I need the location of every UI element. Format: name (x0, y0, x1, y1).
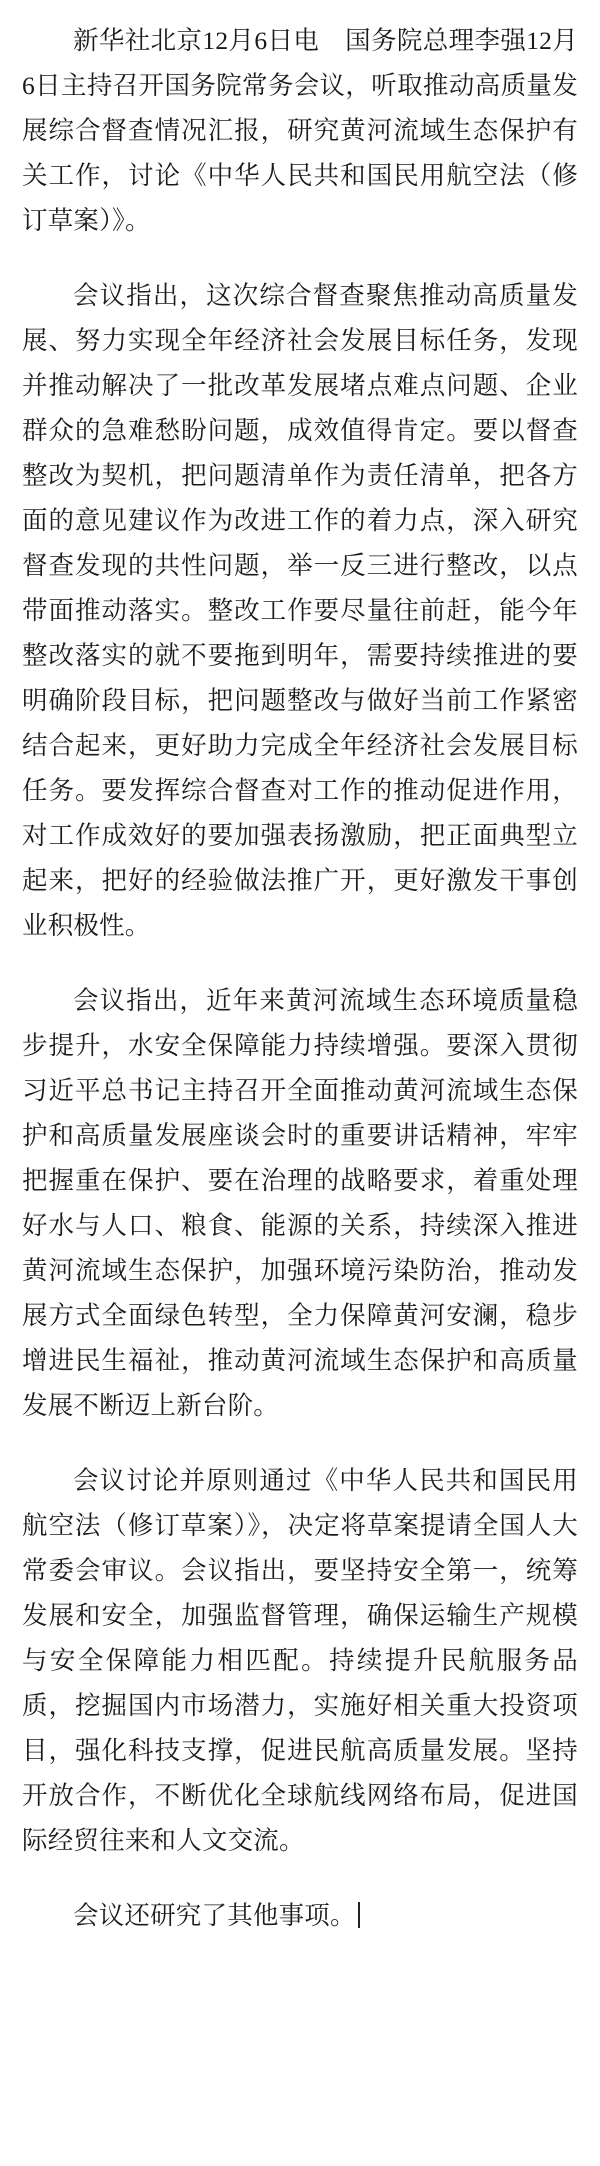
paragraph-4: 会议讨论并原则通过《中华人民共和国民用航空法（修订草案）》，决定将草案提请全国人大常委会审议。会议指出，要坚持安全第一，统筹发展和安全，加强监督管理，确保运输生产规模与安全保障能力相匹配。持续提升民航服务品质，挖掘国内市场潜力，实施好相关重大投资项目，强化科技支撑，促进民航高质量发展。坚持开放合作，不断优化全球航线网络布局，促进国际经贸往来和人文交流。 (22, 1466, 578, 1855)
text-cursor (358, 1902, 360, 1928)
paragraph-5-text: 会议还研究了其他事项。 (73, 1901, 356, 1930)
paragraph-5 (22, 1893, 578, 1938)
paragraph-1: 新华社北京12月6日电 国务院总理李强12月6日主持召开国务院常务会议，听取推动高质量发展综合督查情况汇报，研究黄河流域生态保护有关工作，讨论《中华人民共和国民用航空法（修订草案）》。 (22, 26, 578, 235)
paragraph-2: 会议指出，这次综合督查聚焦推动高质量发展、努力实现全年经济社会发展目标任务，发现并推动解决了一批改革发展堵点难点问题、企业群众的急难愁盼问题，成效值得肯定。要以督查整改为契机，把问题清单作为责任清单，把各方面的意见建议作为改进工作的着力点，深入研究督查发现的共性问题，举一反三进行整改，以点带面推动落实。整改工作要尽量往前赶，能今年整改落实的就不要拖到明年，需要持续推进的要明确阶段目标，把问题整改与做好当前工作紧密结合起来，更好助力完成全年经济社会发展目标任务。要发挥综合督查对工作的推动促进作用，对工作成效好的要加强表扬激励，把正面典型立起来，把好的经验做法推广开，更好激发干事创业积极性。 (22, 281, 578, 940)
paragraph-3: 会议指出，近年来黄河流域生态环境质量稳步提升，水安全保障能力持续增强。要深入贯彻习近平总书记主持召开全面推动黄河流域生态保护和高质量发展座谈会时的重要讲话精神，牢牢把握重在保护、要在治理的战略要求，着重处理好水与人口、粮食、能源的关系，持续深入推进黄河流域生态保护，加强环境污染防治，推动发展方式全面绿色转型，全力保障黄河安澜，稳步增进民生福祉，推动黄河流域生态保护和高质量发展不断迈上新台阶。 (22, 986, 578, 1420)
